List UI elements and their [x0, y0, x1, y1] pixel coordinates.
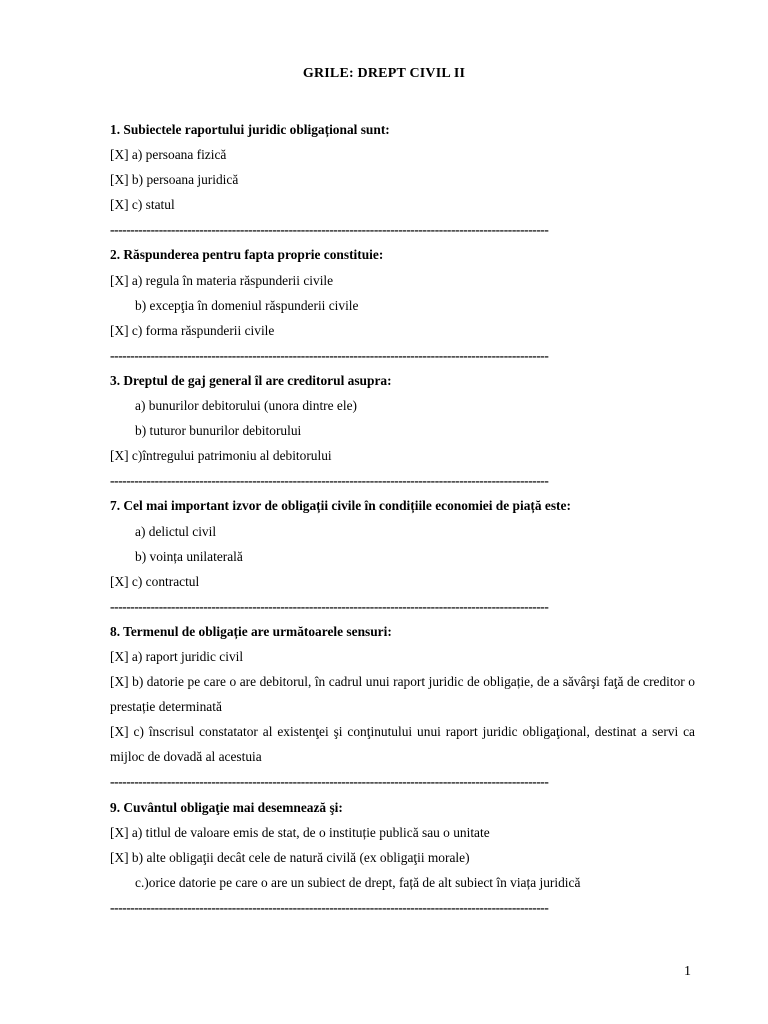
- answer-3c: [X] c)întregului patrimoniu al debitorului: [110, 448, 332, 464]
- document-title: GRILE: DREPT CIVIL II: [302, 66, 466, 81]
- answer-1c: [X] c) statul: [110, 197, 175, 213]
- separator: ------------------------------------------------------------------------------------------------------------: [110, 774, 549, 790]
- answer-1b: [X] b) persoana juridică: [110, 172, 239, 188]
- page-number: 1: [684, 964, 691, 979]
- separator: ------------------------------------------------------------------------------------------------------------: [110, 598, 549, 614]
- answer-3a: a) bunurilor debitorului (unora dintre ele): [135, 398, 357, 414]
- separator: ------------------------------------------------------------------------------------------------------------: [110, 899, 549, 915]
- answer-8a: [X] a) raport juridic civil: [110, 648, 244, 664]
- answer-3b: b) tuturor bunurilor debitorului: [135, 423, 302, 439]
- separator: ------------------------------------------------------------------------------------------------------------: [110, 222, 549, 238]
- answer-8b: [X] b) datorie pe care o are debitorul, în cadrul unui raport juridic de obligație, de a săvârşi faţă de creditor o prestație determinată: [110, 674, 695, 715]
- answer-2b: b) excepţia în domeniul răspunderii civile: [135, 297, 359, 313]
- question-2: 2. Răspunderea pentru fapta proprie constituie:: [110, 247, 384, 263]
- question-7: 7. Cel mai important izvor de obligații civile în condițiile economiei de piață este:: [110, 498, 571, 514]
- answer-8c: [X] c) înscrisul constatator al existenţei şi conţinutului unui raport juridic obligaţional, destinat a servi ca mijloc de dovadă al acestuia: [110, 724, 695, 765]
- question-9: 9. Cuvântul obligaţie mai desemnează şi:: [110, 799, 343, 815]
- answer-2c: [X] c) forma răspunderii civile: [110, 322, 275, 338]
- question-3: 3. Dreptul de gaj general îl are creditorul asupra:: [110, 372, 392, 388]
- answer-7c: [X] c) contractul: [110, 573, 200, 589]
- question-1: 1. Subiectele raportului juridic obligațional sunt:: [110, 122, 390, 137]
- answer-1a: [X] a) persoana fizică: [110, 147, 227, 163]
- question-8: 8. Termenul de obligație are următoarele sensuri:: [110, 623, 392, 639]
- answer-9b: [X] b) alte obligaţii decât cele de natură civilă (ex obligaţii morale): [110, 849, 470, 865]
- separator: ------------------------------------------------------------------------------------------------------------: [110, 347, 549, 363]
- separator: ------------------------------------------------------------------------------------------------------------: [110, 473, 549, 489]
- document-body: [110, 117, 695, 920]
- answer-9a: [X] a) titlul de valoare emis de stat, de o instituție publică sau o unitate: [110, 824, 490, 840]
- answer-7b: b) voința unilaterală: [135, 548, 243, 564]
- answer-9c: c.)orice datorie pe care o are un subiect de drept, față de alt subiect în viața juridică: [135, 874, 581, 890]
- answer-7a: a) delictul civil: [135, 523, 217, 539]
- answer-2a: [X] a) regula în materia răspunderii civile: [110, 272, 334, 288]
